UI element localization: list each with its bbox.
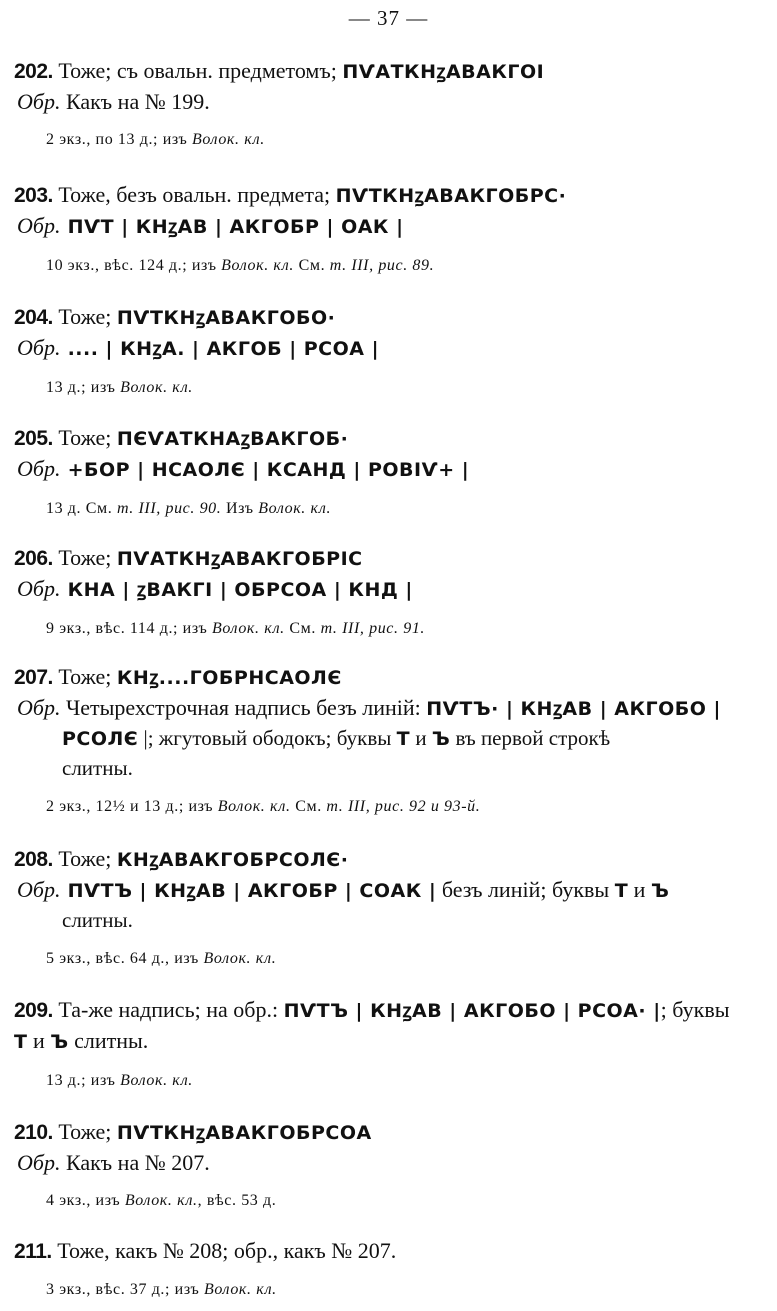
obverse-text-2: и — [628, 877, 651, 902]
letter-t: Т — [14, 1031, 28, 1053]
entry-number: 210. — [14, 1121, 53, 1144]
inscription: ПѴАТКНꙁАВАКГОI — [342, 61, 545, 83]
obverse-line — [14, 1148, 766, 1177]
entry-description: Тоже; — [52, 425, 117, 450]
entry-description: Тоже; — [52, 304, 117, 329]
note-source: Волок. кл. — [211, 620, 285, 637]
obverse-line — [14, 333, 766, 364]
entry-number: 203. — [14, 184, 53, 207]
obverse-inscription: .... | КНꙁА. | АКГОБ | РСОА | — [60, 338, 380, 360]
entry-number: 202. — [14, 60, 53, 83]
entry-note — [14, 1071, 766, 1091]
catalog-entry-204 — [14, 302, 766, 398]
entry-heading — [14, 180, 766, 211]
catalog-entry-203 — [14, 180, 766, 276]
inscription: КНꙁАВАКГОБРСОЛЄ· — [116, 849, 349, 871]
note-reference: т. III, рис. 91. — [320, 620, 426, 637]
note-text: 2 экз., по 13 д.; изъ — [46, 131, 192, 148]
note-source: Волок. кл. — [124, 1192, 198, 1209]
note-source: Волок. кл. — [120, 379, 193, 396]
letter-t: Т — [614, 880, 629, 902]
note-text: 10 экз., вѣс. 124 д.; изъ — [46, 257, 222, 274]
entry-number: 205. — [14, 427, 53, 450]
obverse-continuation-2 — [14, 754, 766, 783]
obverse-label: Обр. — [17, 213, 61, 238]
obverse-label: Обр. — [17, 456, 61, 481]
entry-text: и — [27, 1028, 51, 1053]
entry-number: 207. — [14, 666, 53, 689]
entry-note — [14, 1191, 766, 1211]
note-text-2: См. — [290, 798, 327, 815]
inscription: ПѴТКНꙁАВАКГОБРСОА — [116, 1122, 372, 1144]
note-text: 13 д.; изъ — [46, 379, 121, 396]
obverse-line — [14, 211, 766, 242]
entry-description: Та-же надпись; на обр.: — [52, 997, 284, 1022]
obverse-inscription: КНА | ꙁВАКГI | ОБРСОА | КНД | — [60, 579, 413, 601]
obverse-line — [14, 875, 766, 906]
catalog-entry-210 — [14, 1117, 766, 1211]
obverse-line — [14, 574, 766, 605]
entry-heading — [14, 995, 766, 1026]
obverse-text: Какъ на № 207. — [60, 1150, 210, 1175]
inscription: ПѴТКНꙁАВАКГОБО· — [116, 307, 336, 329]
catalog-entry-207 — [14, 662, 766, 817]
obverse-inscription: ПѴТ | КНꙁАВ | АКГОБР | ОАК | — [60, 216, 404, 238]
note-text: 4 экз., изъ — [46, 1192, 125, 1209]
note-source: Волок. кл. — [258, 500, 332, 517]
note-text: 3 экз., вѣс. 37 д.; изъ — [46, 1281, 204, 1298]
letter-yer: Ъ — [650, 880, 670, 902]
note-text-2: , вѣс. 53 д. — [197, 1192, 277, 1209]
note-text-2: См. — [293, 257, 330, 274]
obverse-text: Четырехстрочная надпись безъ линій: — [60, 695, 427, 720]
note-text: 13 д. См. — [46, 500, 117, 517]
entry-heading — [14, 662, 766, 693]
entry-description: Тоже; — [52, 664, 117, 689]
note-text: 13 д.; изъ — [46, 1072, 121, 1089]
entry-number: 208. — [14, 848, 53, 871]
note-source: Волок. кл. — [203, 1281, 277, 1298]
obverse-continuation — [14, 724, 766, 754]
entry-heading — [14, 1236, 766, 1266]
note-source: Волок. кл. — [191, 131, 265, 148]
catalog-entry-205 — [14, 423, 766, 519]
entry-description: Тоже; — [52, 545, 117, 570]
obverse-label: Обр. — [17, 89, 61, 114]
obverse-inscription-2: РСОЛЄ — [62, 728, 139, 750]
entry-heading — [14, 844, 766, 875]
entry-heading — [14, 56, 766, 87]
obverse-text-2: |; жгутовый ободокъ; буквы — [138, 726, 397, 750]
entry-description: Тоже, безъ овальн. предмета; — [52, 182, 336, 207]
obverse-text-4: въ первой строкѣ — [450, 726, 611, 750]
inscription: ПѴАТКНꙁАВАКГОБРIС — [116, 548, 363, 570]
entry-note — [14, 499, 766, 519]
entry-number: 206. — [14, 547, 53, 570]
note-text: 5 экз., вѣс. 64 д., изъ — [46, 950, 204, 967]
inscription: ПѴТКНꙁАВАКГОБРС· — [335, 185, 567, 207]
entry-heading — [14, 302, 766, 333]
obverse-line — [14, 87, 766, 116]
letter-t: Т — [396, 728, 411, 750]
entry-note — [14, 1280, 766, 1300]
entry-note — [14, 797, 766, 817]
note-source: Волок. кл. — [217, 798, 291, 815]
note-reference: т. III, рис. 92 и 93-й. — [326, 798, 481, 815]
entry-line-2 — [14, 1026, 766, 1057]
inscription: КНꙁ....ГОБРНСАОЛЄ — [116, 667, 342, 689]
obverse-inscription: +БОР | НСАОЛЄ | КСАНД | РОВIѴ+ | — [60, 459, 470, 481]
letter-yer: Ъ — [50, 1031, 69, 1053]
entry-note — [14, 378, 766, 398]
letter-yer: Ъ — [431, 728, 451, 750]
obverse-text-3: слитны. — [62, 908, 133, 932]
obverse-label: Обр. — [17, 695, 61, 720]
entry-description: Тоже; съ овальн. предметомъ; — [52, 58, 343, 83]
entry-heading — [14, 423, 766, 454]
entry-note — [14, 256, 766, 276]
obverse-text: Какъ на № 199. — [60, 89, 210, 114]
entry-number: 211. — [14, 1240, 52, 1263]
entry-description: Тоже; — [52, 846, 117, 871]
note-source: Волок. кл. — [221, 257, 294, 274]
page-number: — 37 — — [348, 6, 429, 30]
catalog-entry-206 — [14, 543, 766, 639]
catalog-entry-211 — [14, 1236, 766, 1300]
entry-text-2: слитны. — [68, 1028, 149, 1053]
catalog-entry-202 — [14, 56, 766, 150]
note-source: Волок. кл. — [120, 1072, 193, 1089]
obverse-text-5: слитны. — [62, 756, 133, 780]
entry-number: 204. — [14, 306, 53, 329]
catalog-entry-208 — [14, 844, 766, 969]
entry-description: Тоже; — [52, 1119, 117, 1144]
obverse-label: Обр. — [17, 1150, 61, 1175]
note-text: 9 экз., вѣс. 114 д.; изъ — [46, 620, 212, 637]
obverse-text-3: и — [410, 726, 432, 750]
note-reference: т. III, рис. 90. — [116, 500, 222, 517]
entry-description-tail: ; буквы — [660, 997, 730, 1022]
obverse-label: Обр. — [17, 877, 61, 902]
obverse-line — [14, 693, 766, 724]
entry-heading — [14, 1117, 766, 1148]
note-reference: т. III, рис. 89. — [329, 257, 435, 274]
entry-note — [14, 130, 766, 150]
catalog-entry-209 — [14, 995, 766, 1091]
obverse-line — [14, 454, 766, 485]
inscription: ПѴТЪ | КНꙁАВ | АКГОБО | РСОА· | — [283, 1000, 661, 1022]
entry-heading — [14, 543, 766, 574]
entry-description: Тоже, какъ № 208; обр., какъ № 207. — [51, 1238, 397, 1263]
note-text-2: См. — [284, 620, 321, 637]
entry-number: 209. — [14, 999, 53, 1022]
obverse-label: Обр. — [17, 335, 61, 360]
inscription: ПЄѴАТКНАꙁВАКГОБ· — [116, 428, 349, 450]
obverse-inscription: ПѴТЪ | КНꙁАВ | АКГОБР | СОАК | — [60, 880, 437, 902]
entry-note — [14, 619, 766, 639]
obverse-continuation — [14, 906, 766, 935]
obverse-text: безъ линій; буквы — [436, 877, 615, 902]
obverse-label: Обр. — [17, 576, 61, 601]
entry-note — [14, 949, 766, 969]
note-source: Волок. кл. — [203, 950, 277, 967]
note-text-2: Изъ — [221, 500, 259, 517]
note-text: 2 экз., 12½ и 13 д.; изъ — [46, 798, 218, 815]
obverse-inscription: ПѴТЪ· | КНꙁАВ | АКГОБО | — [426, 698, 721, 720]
